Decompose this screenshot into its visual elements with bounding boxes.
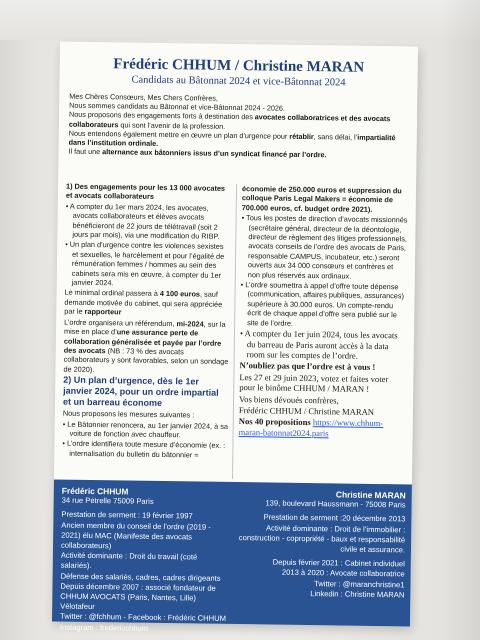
left-column [62,182,232,461]
bio-line: Depuis février 2021 : Cabinet individuel [272,557,405,569]
bio-christine [236,488,406,600]
bio-name: Christine MARAN [335,489,406,501]
bio-line: Ancien membre du conseil de l’ordre (2019 - 2021) élu MAC (Manifeste des avocats collaborateurs) [60,520,211,551]
section-1-heading: 1) Des engagements pour les 13 000 avocates et avocats collaborateurs [65,181,226,202]
list-item: • A compter du 1er mars 2024, les avocates, avocats collaborateurs et élèves avocats bénéficieront de 22 jours de télétravail (soit 2 jours par mois), via une modification du RIBP. [65,201,220,241]
bio-line: Prestation de serment :20 décembre 2013 [263,512,406,524]
bio-social: Linkedin : Christine MARAN [310,588,405,600]
list-item: • Tous les postes de direction d’avocats missionnés (secrétaire général, directeur de la déontologie, directeur de règlement des litiges professionnels, avocats conseils de l’ordre des avocats de Paris, responsable CAMPUS, incubateur, etc.) seront ouverts aux 34 000 consœurs et confrères et non plus réservés aux ordinaux. [241,213,408,281]
signoff: Vos biens dévoués confrères, [239,393,339,405]
bio-line: 2013 à 2020 : Avocate collaboratrice [281,568,405,579]
paragraph: Nous proposons les mesures suivantes : [62,408,195,420]
list-item: • A compter du 1er juin 2024, tous les avocats du barreau de Paris auront accès à la data room sur les comptes de l’ordre. [239,328,398,361]
flyer-subtitle: Candidats au Bâtonnat 2024 et vice-Bâtonnat 2024 [131,74,346,89]
bio-social: Twitter : @fchhum - Facebook : Frédéric CHHUM [59,612,227,624]
footer-bio-band [52,479,412,633]
wall-shadow [440,0,480,640]
bio-name: Frédéric CHHUM [61,485,129,497]
section-2-heading: 2) Un plan d’urgence, dès le 1er janvier 2024, pour un ordre impartial et un barreau économe [62,374,219,409]
bio-line: Activité dominante : Droit du travail (coté salariés). [60,550,198,571]
bio-line: Prestation de serment : 19 février 1997 [61,510,193,521]
paragraph: Le minimal ordinal passera à 4 100 euros, sauf demande motivée du cabinet, qui sera appréciée par le rapporteur [64,288,223,317]
proposals-line: Nos 40 propositions https://www.chhum-maran-batonnat2024.paris [238,416,384,439]
bio-frederic [60,486,230,635]
bio-line: Défense des salariés, cadres, cadres dirigeants [60,571,221,583]
list-item: • L’ordre soumettra à appel d’offre toute dépense (communication, affaires publiques, assurances) supérieure à 30.000 euros. Un compte-rendu écrit de chaque appel d’offre sera publié sur le site de l’ordre. [240,280,405,328]
list-item: • L’ordre identifiera toute mesure d’économie (ex. : internalisation du bulletin du bâtonnier = [62,438,226,460]
flyer-title: Frédéric CHHUM / Christine MARAN [113,56,365,76]
column-divider [232,184,237,479]
closing-line: N’oubliez pas que l’ordre est à vous ! [239,360,376,373]
greeting: Mes Chères Consœurs, Mes Chers Confrères, [69,91,218,103]
intro-paragraph [68,92,409,161]
list-item: • Un plan d’urgence contre les violences sexistes et sexuelles, le harcèlement et pour l’égalité de rémunération femmes / hommes au sein des cabinets sera mis en œuvre, à compter du 1er janvier 2024. [65,240,225,288]
vote-call: Les 27 et 29 juin 2023, votez et faites voter pour le binôme CHHUM / MARAN ! [239,371,389,395]
campaign-flyer [52,42,418,633]
bio-address: 139, boulevard Haussmann - 75008 Paris [265,498,406,510]
list-item: • Le Bâtonnier renoncera, au 1er janvier 2024, à sa voiture de fonction avec chauffeur. [62,419,229,440]
paragraph: L’ordre organisera un référendum, mi-2024, sur la mise en place d’une assurance perte de collaboration généralisée et payée par l’ordre des avocats (NB : 73 % des avocats collaborateurs y sont favorables, selon un sondage de 2020). [63,317,229,374]
intro-line: Nous entendons également mettre en œuvre un plan d’urgence pour rétablir, sans délai, l’impartialité dans l’institution ordinale. [68,128,396,148]
bio-line: Activité dominante : Droit de l’immobilier : construction - copropriété - baux et responsabilité civile et assurance. [238,523,406,555]
bio-social: Twitter : @maranchristine1 [314,578,405,590]
bio-line: Vélotafeur [60,601,95,612]
wall-background [0,0,480,40]
bio-line: Depuis décembre 2007 : associé fondateur de CHHUM AVOCATS (Paris, Nantes, Lille) [60,581,216,603]
paragraph: économie de 250.000 euros et suppression du colloque Paris Legal Makers = économie de 700.000 euros, cf. budget ordre 2021). [241,184,402,214]
intro-line: Nous sommes candidats au Bâtonnat et vice-Bâtonnat 2024 - 2026. [69,100,285,113]
website-link[interactable]: https://www.chhum-maran-batonnat2024.paris [238,417,384,439]
intro-line: Il faut une alternance aux bâtonniers issus d’un syndicat financé par l’ordre. [68,146,327,160]
bio-address: 34 rue Pétrelle 75009 Paris [61,495,154,507]
bio-social: Instagram : fredericchhum [59,622,149,633]
intro-line: Nous proposons des engagements forts à destination des avocates collaboratrices et des avocats collaborateurs qui sont l’avenir de la profession. [68,110,391,131]
signature-names: Frédéric CHHUM / Christine MARAN [238,405,375,417]
right-column [239,184,409,440]
